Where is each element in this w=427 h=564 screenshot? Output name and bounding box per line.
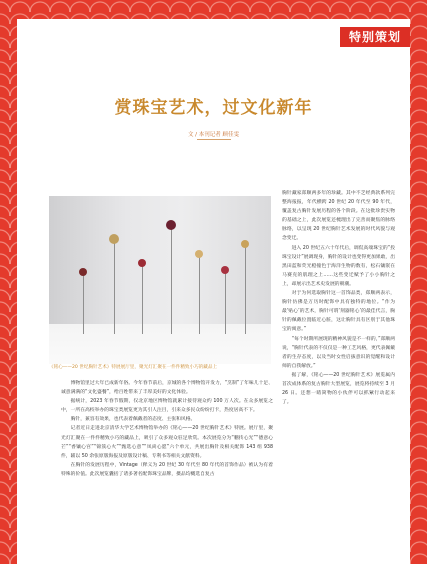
exhibition-photo xyxy=(49,196,271,364)
brooch-display xyxy=(241,240,249,248)
brooch-display xyxy=(138,259,146,267)
body-column-left xyxy=(61,379,273,479)
article-title: 赏珠宝艺术，过文化新年 xyxy=(114,98,313,118)
brooch-display xyxy=(195,250,203,258)
paragraph: 据统计，2023 年春节假期，仅北京地区博物馆就累计接待观众约 100 万人次。在众多展览之中，一所在高校举办的珠宝类展览更为其引人注目，引来众多民众纷纷打卡，热度居高不下。 xyxy=(61,399,273,414)
paragraph: 进入 20 世纪五六十年代后，调侃高端珠宝的“投珠宝设计”展调现身，胸针的设计也变得更加果敢，出黑田蓝和荧光橙撞色于海洋生物的数有，松石镶嵌在马赛克的肌理之上……这些变迁赋予了小小胸针之上，却展示出艺术史发展的朝潮。 xyxy=(282,245,395,287)
display-rod xyxy=(225,270,226,334)
paragraph: 对于为何选取胸针这一首饰品类，郑顺两表示，胸针仿佛是万历时配饰中具有独特的地位。“作为最‘贴心’的艺术，胸针可谓‘刻器铭心’的最佳代言，胸针的佩戴位置临近心脏，这让胸针具有区别于其他珠宝的寓意。” xyxy=(282,291,395,333)
display-rod xyxy=(83,274,84,334)
display-rod xyxy=(245,244,246,334)
paragraph: 记者近日走进北京清华大学艺术博物馆举办的《铭心——20 世纪胸针艺术》特展。展厅里，聚光灯汇聚在一件件精致小巧的藏品上，吸引了众多观众驻足欣赏。本次展览分为“鹏抟心光”“德意心芒”“香镶心宫”“锦簇心火”“甄选心意”“凤尚心愿”六个单元，共展出胸针及相关配饰 143 组 938 件，辅以 50 余张原版海报及原版设计稿、专利书等相关文献资料。 xyxy=(61,426,273,459)
paragraph: 胸针藏家郑顺两多年的珍藏。其中不乏经典款系列完整海报报，年代横跨 20 世纪 20 年代至 90 年代，覆盖复古胸针发展历程的各个阶段。在这批珍贵实物的基础之上，此次展览还梳理出了完善而聚焦的脉络脉络，以呈现 20 世纪胸针艺术发展的时代风貌与观念变迁。 xyxy=(282,191,395,242)
brooch-display xyxy=(109,234,119,244)
brooch-display xyxy=(221,266,229,274)
display-rod xyxy=(142,264,143,334)
brooch-display xyxy=(79,268,87,276)
photo-caption: 《铭心——20 世纪胸针艺术》特展展厅里，聚光灯汇聚在一件件精致小巧的藏品上 xyxy=(49,365,218,370)
display-rod xyxy=(171,226,172,334)
paragraph: 胸针，兼容有效果，也代表着佩戴者的态度、主张和风格。 xyxy=(70,417,196,423)
byline-rule xyxy=(197,139,231,140)
paragraph: 在胸针的发展历程中，Vintage（释义为 20 世纪 30 年代至 80 年代的首饰作品）被认为有着特殊的价值。此次展览囊括了诸多著名配饰珠宝品牌，摄品均概选自复古 xyxy=(61,462,273,477)
magazine-page xyxy=(17,19,410,564)
paragraph: 博物馆里过大年已成新年俗。今年春节前后，京城的各个博物馆开发力，“烹制”了年味儿十足、诚意满满的“文化盛餐”，给百姓带来了丰厚美好的文化体验。 xyxy=(61,381,273,396)
byline: 文 / 本刊记者 顾佳雯 xyxy=(187,132,240,138)
section-tag: 特别策划 xyxy=(340,27,410,47)
display-rod xyxy=(114,239,115,334)
paragraph: “每个时期所展现的精神风貌是不一样的，”郑顺两说，“胸针代表的不仅仅是一种工艺风格，更代表佩戴者的生存态度，以及当时女性启拔意识的觉醒和设计师的自我解放。” xyxy=(282,336,395,369)
byline-block xyxy=(17,130,410,138)
paragraph: 据了解，《铭心——20 世纪胸针艺术》展览属内首次成体系的复古胸针大型展览，展览将持续至 3 月 26 日。还想一睹简物的小伙伴可以抓紧行动起来了。 xyxy=(282,372,395,406)
display-rod xyxy=(199,254,200,334)
brooch-display xyxy=(166,220,176,230)
body-column-right xyxy=(282,189,395,407)
